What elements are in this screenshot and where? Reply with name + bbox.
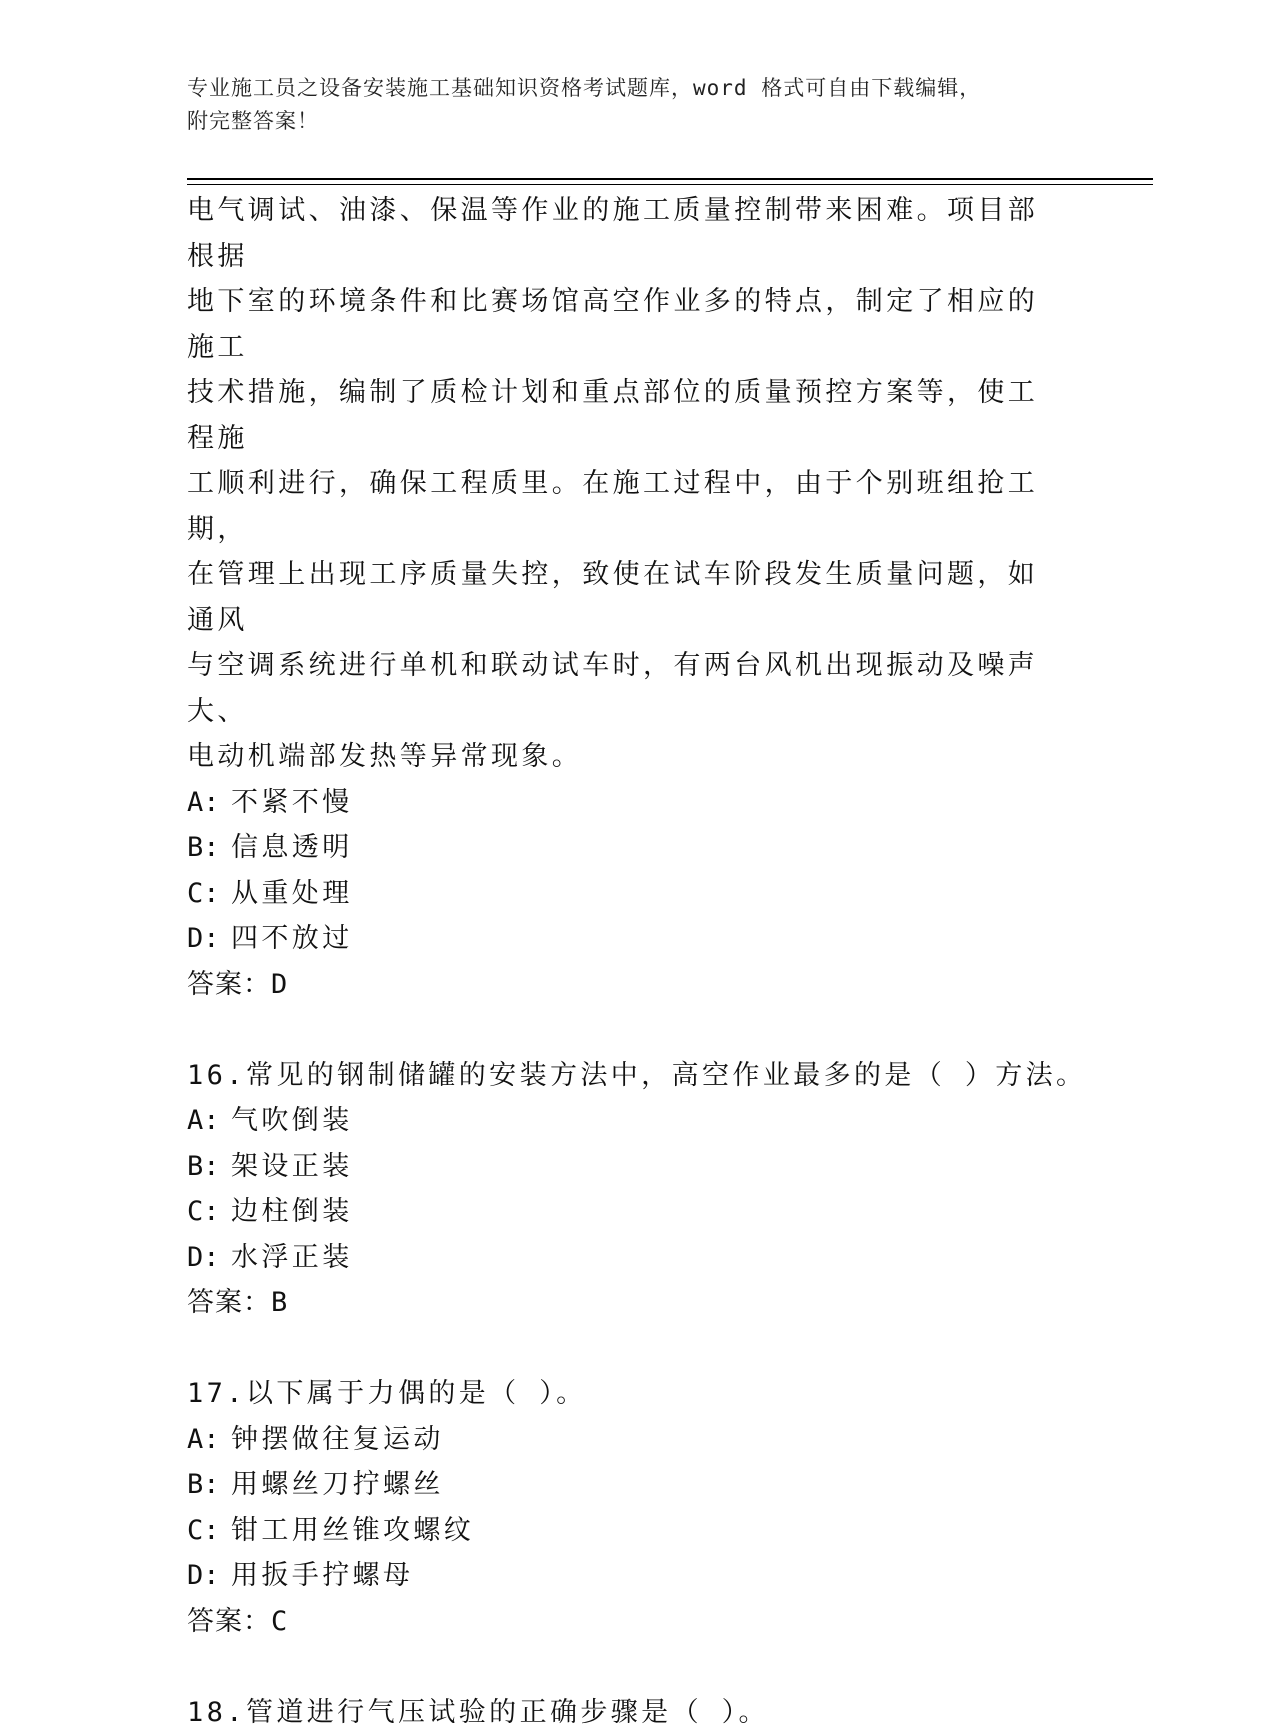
- option-b: [187, 1144, 1067, 1190]
- header-title-line-2: 附完整答案！: [187, 105, 1087, 138]
- header-divider-thick: [187, 178, 1153, 180]
- answer-line: [187, 1280, 1067, 1326]
- answer-line: [187, 1599, 1067, 1645]
- answer-value: B: [271, 1287, 288, 1318]
- question-title: 16.常见的钢制储罐的安装方法中，高空作业最多的是（ ）方法。: [187, 1053, 1067, 1099]
- question-16: [187, 1053, 1067, 1326]
- option-letter: A:: [187, 1098, 231, 1144]
- answer-value: D: [271, 969, 288, 1000]
- question-title: 17.以下属于力偶的是（ ）。: [187, 1371, 1067, 1417]
- option-text: 用扳手拧螺母: [231, 1560, 413, 1591]
- question-text-line: 电动机端部发热等异常现象。: [187, 734, 1067, 780]
- question-15-continuation: [187, 188, 1067, 1007]
- option-letter: D:: [187, 1235, 231, 1281]
- answer-value: C: [271, 1606, 288, 1637]
- document-body: [187, 188, 1067, 1735]
- answer-label: 答案：: [187, 1287, 271, 1318]
- header-divider-thin: [187, 184, 1153, 185]
- question-text-line: 技术措施，编制了质检计划和重点部位的质量预控方案等，使工程施: [187, 370, 1067, 461]
- option-text: 从重处理: [231, 878, 353, 909]
- option-text: 架设正装: [231, 1151, 353, 1182]
- spacer: [187, 1007, 1067, 1053]
- option-text: 边柱倒装: [231, 1196, 353, 1227]
- option-text: 钳工用丝锥攻螺纹: [231, 1515, 474, 1546]
- option-letter: B:: [187, 1462, 231, 1508]
- option-text: 用螺丝刀拧螺丝: [231, 1469, 444, 1500]
- question-text-line: 工顺利进行，确保工程质里。在施工过程中，由于个别班组抢工期，: [187, 461, 1067, 552]
- spacer: [187, 1644, 1067, 1690]
- option-a: [187, 1417, 1067, 1463]
- option-letter: A:: [187, 1417, 231, 1463]
- option-text: 气吹倒装: [231, 1105, 353, 1136]
- option-c: [187, 1508, 1067, 1554]
- option-b: [187, 825, 1067, 871]
- answer-line: [187, 962, 1067, 1008]
- option-d: [187, 1553, 1067, 1599]
- option-text: 信息透明: [231, 832, 353, 863]
- option-c: [187, 871, 1067, 917]
- option-text: 四不放过: [231, 923, 353, 954]
- question-text-line: 电气调试、油漆、保温等作业的施工质量控制带来困难。项目部根据: [187, 188, 1067, 279]
- option-letter: B:: [187, 1144, 231, 1190]
- question-text-line: 在管理上出现工序质量失控，致使在试车阶段发生质量问题，如通风: [187, 552, 1067, 643]
- option-b: [187, 1462, 1067, 1508]
- question-18: [187, 1690, 1067, 1735]
- option-letter: D:: [187, 1553, 231, 1599]
- option-letter: C:: [187, 1508, 231, 1554]
- option-letter: C:: [187, 1189, 231, 1235]
- option-text: 水浮正装: [231, 1242, 353, 1273]
- option-letter: A:: [187, 780, 231, 826]
- option-a: [187, 1098, 1067, 1144]
- document-header: [187, 72, 1087, 138]
- question-17: [187, 1371, 1067, 1644]
- header-title-line-1: 专业施工员之设备安装施工基础知识资格考试题库，word 格式可自由下载编辑，: [187, 72, 1087, 105]
- option-text: 钟摆做往复运动: [231, 1424, 444, 1455]
- option-letter: D:: [187, 916, 231, 962]
- question-text-line: 与空调系统进行单机和联动试车时，有两台风机出现振动及噪声大、: [187, 643, 1067, 734]
- option-letter: B:: [187, 825, 231, 871]
- option-d: [187, 1235, 1067, 1281]
- option-text: 不紧不慢: [231, 787, 353, 818]
- option-c: [187, 1189, 1067, 1235]
- option-a: [187, 780, 1067, 826]
- option-letter: C:: [187, 871, 231, 917]
- spacer: [187, 1326, 1067, 1372]
- question-text-line: 地下室的环境条件和比赛场馆高空作业多的特点，制定了相应的施工: [187, 279, 1067, 370]
- answer-label: 答案：: [187, 1606, 271, 1637]
- option-d: [187, 916, 1067, 962]
- question-title: 18.管道进行气压试验的正确步骤是（ ）。: [187, 1690, 1067, 1735]
- answer-label: 答案：: [187, 969, 271, 1000]
